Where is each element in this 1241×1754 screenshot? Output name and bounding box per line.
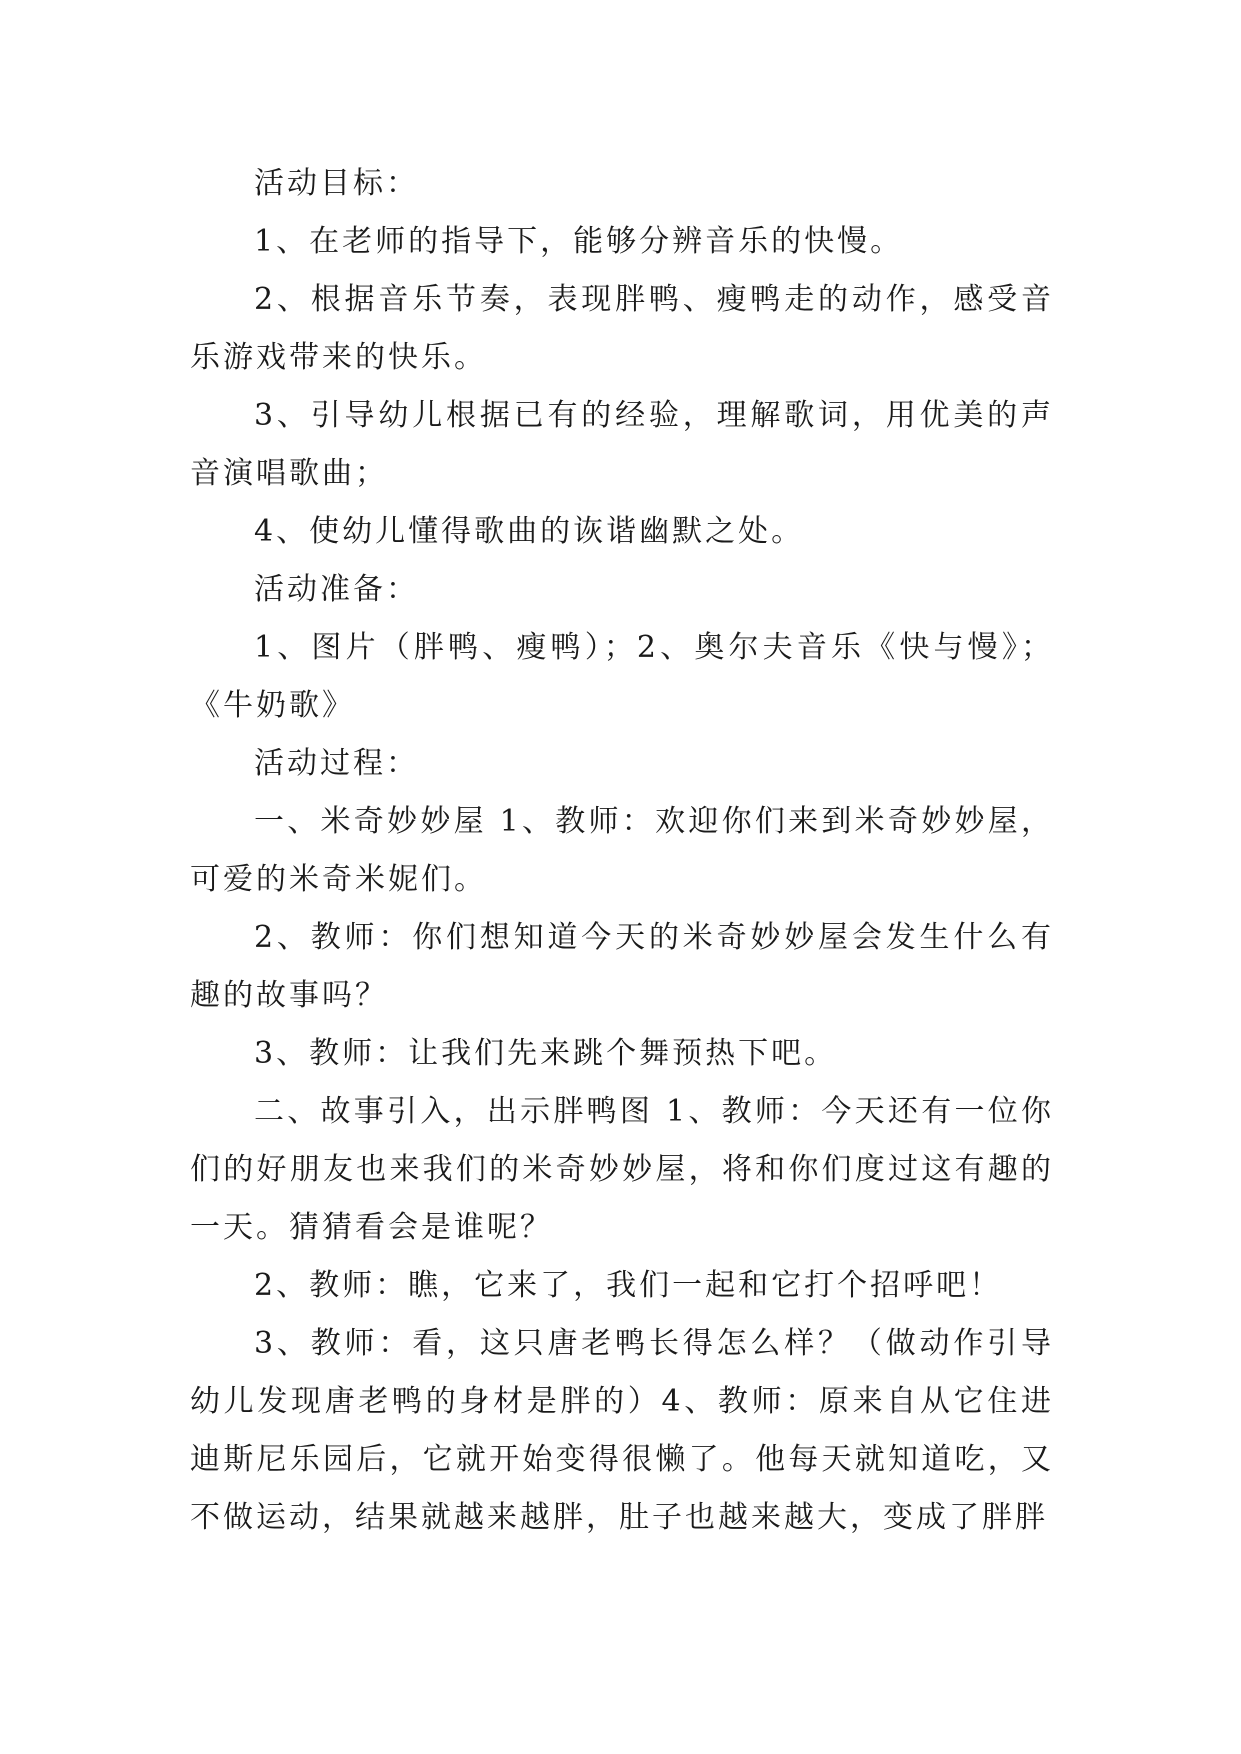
process-paragraph: 2、教师：瞧，它来了，我们一起和它打个招呼吧！ bbox=[254, 1268, 1003, 1303]
heading-activity-preparation: 活动准备： bbox=[254, 572, 419, 607]
heading-activity-goals: 活动目标： bbox=[254, 166, 419, 201]
preparation-items: 1、图片（胖鸭、瘦鸭）；2、奥尔夫音乐《快与慢》；《牛奶歌》 bbox=[190, 630, 1054, 723]
document-body bbox=[190, 155, 1054, 1547]
heading-activity-process: 活动过程： bbox=[254, 746, 419, 781]
goal-item-2: 2、根据音乐节奏，表现胖鸭、瘦鸭走的动作，感受音乐游戏带来的快乐。 bbox=[190, 282, 1054, 375]
goal-item-1: 1、在老师的指导下，能够分辨音乐的快慢。 bbox=[254, 224, 904, 259]
goal-item-4: 4、使幼儿懂得歌曲的诙谐幽默之处。 bbox=[254, 514, 805, 549]
goal-item-3: 3、引导幼儿根据已有的经验，理解歌词，用优美的声音演唱歌曲； bbox=[190, 398, 1054, 491]
process-paragraph: 一、米奇妙妙屋 1、教师：欢迎你们来到米奇妙妙屋，可爱的米奇米妮们。 bbox=[190, 804, 1054, 897]
process-paragraph: 3、教师：看，这只唐老鸭长得怎么样？（做动作引导幼儿发现唐老鸭的身材是胖的）4、教师：原来自从它住进迪斯尼乐园后，它就开始变得很懒了。他每天就知道吃，又不做运动，结果就越来越胖，肚子也越来越大，变成了胖胖 bbox=[190, 1326, 1054, 1535]
process-paragraph: 2、教师：你们想知道今天的米奇妙妙屋会发生什么有趣的故事吗？ bbox=[190, 920, 1054, 1013]
process-paragraph: 3、教师：让我们先来跳个舞预热下吧。 bbox=[254, 1036, 838, 1071]
process-paragraph: 二、故事引入，出示胖鸭图 1、教师：今天还有一位你们的好朋友也来我们的米奇妙妙屋，将和你们度过这有趣的一天。猜猜看会是谁呢？ bbox=[190, 1094, 1054, 1245]
